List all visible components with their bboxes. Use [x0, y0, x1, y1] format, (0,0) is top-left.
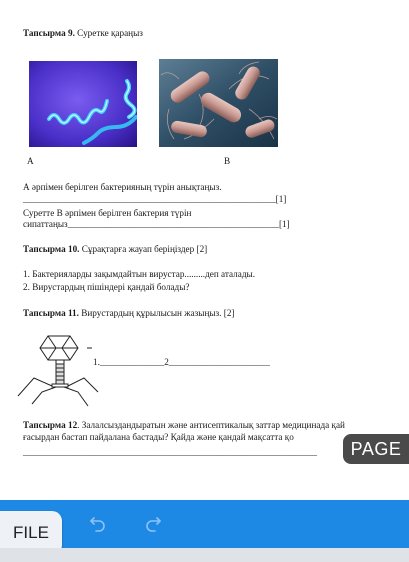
question-9a: А әрпімен берілген бактерияның түрін анықтаңыз. [23, 182, 222, 192]
question-10-1: 1. Бактерияларды зақымдайтын вирустар.........деп аталады. [23, 269, 255, 279]
redo-icon[interactable] [143, 514, 163, 532]
question-10-2: 2. Вирустардың пішіндері қандай болады? [23, 282, 190, 292]
file-button[interactable]: FILE [0, 511, 62, 555]
answer-line-11: 1.______________2______________________ [93, 357, 270, 367]
bacteria-image-b [159, 59, 278, 147]
task12-text-line2: ғасырдан бастап пайдалана бастады? Қайда және қандай мақсатта қо [23, 432, 294, 442]
task10-heading: Тапсырма 10. Сұрақтарға жауап беріңіздер [2] [23, 244, 208, 254]
answer-line-12: ________________________________________________________________ [23, 447, 317, 457]
bacteriophage-diagram [12, 330, 102, 410]
task9-heading: Тапсырма 9. Суретке қараңыз [23, 28, 143, 38]
image-label-b: В [224, 156, 231, 166]
undo-icon[interactable] [88, 514, 108, 532]
image-label-a: А [27, 156, 34, 166]
bacteria-image-a [29, 61, 137, 147]
question-9b: Суретте В әрпімен берілген бактерия түрін [23, 208, 192, 218]
task11-heading: Тапсырма 11. Вирустардың құрылысын жазыңыз. [2] [23, 308, 235, 318]
answer-line-9b: сипаттаңыз______________________________________________[1] [23, 219, 290, 229]
page-button[interactable]: PAGE [343, 434, 409, 464]
content-gap [0, 466, 409, 500]
answer-line-9a: _______________________________________________________[1] [23, 194, 287, 204]
task12-text-line1: Тапсырма 12. Залалсыздандыратын және антисептикалық заттар медицинада қай [23, 420, 345, 430]
bottom-strip [0, 548, 409, 562]
